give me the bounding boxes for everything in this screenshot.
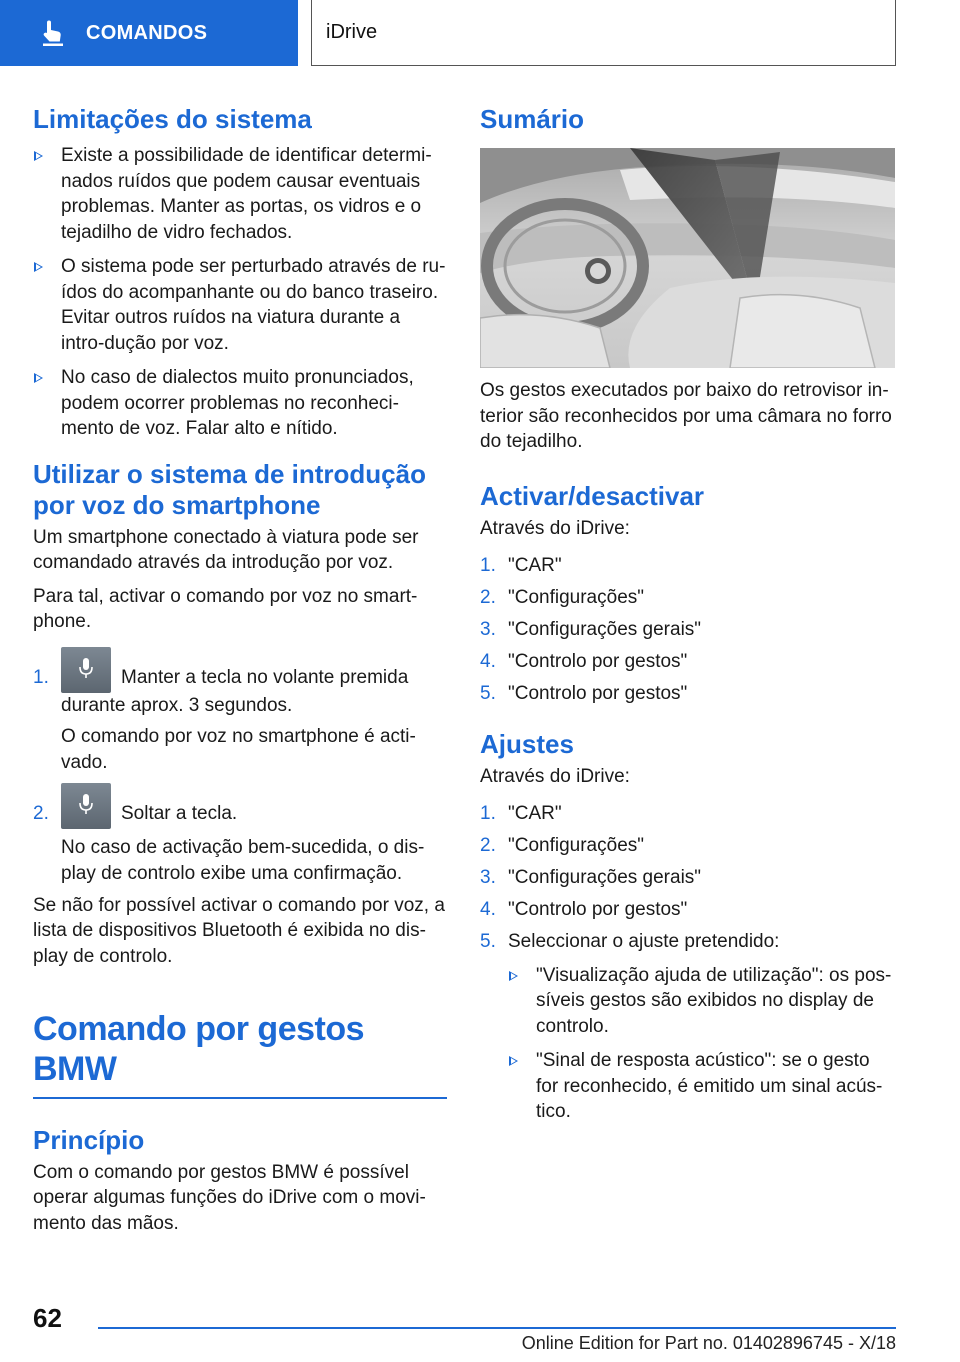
step-number: 4.: [480, 651, 496, 672]
list-item: [480, 865, 894, 891]
car-interior-image: [480, 148, 895, 368]
step-text: "CAR": [508, 803, 562, 824]
activar-steps: [480, 553, 894, 707]
principio-paragraph: Com o comando por gestos BMW é possível operar algumas funções do iDrive com o movi-mento das mãos.: [33, 1161, 426, 1234]
list-item: [480, 681, 894, 707]
right-column: [480, 100, 894, 1134]
activar-heading: Activar/desactivar: [480, 480, 705, 511]
step-text: Soltar a tecla.: [121, 803, 238, 824]
limitacoes-heading: Limitações do sistema: [33, 104, 312, 134]
list-item: [480, 897, 894, 923]
step-text: "Configurações gerais": [508, 619, 702, 640]
smartphone-paragraph-3: Se não for possível activar o comando por voz, a lista de dispositivos Bluetooth é exibida no dis-play de controlo.: [33, 894, 445, 967]
list-item: "Visualização ajuda de utilização": os pos-síveis gestos são exibidos no display de controlo.: [508, 963, 894, 1040]
step-number: 2.: [480, 835, 496, 856]
sumario-caption: Os gestos executados por baixo do retrovisor in-terior são reconhecidos por uma câmara no forro do tejadilho.: [480, 380, 892, 452]
step-number: 3.: [480, 619, 496, 640]
list-item: [480, 833, 894, 859]
step-number: 2.: [33, 803, 49, 824]
gestos-heading: Comando por gestos BMW: [33, 1010, 365, 1088]
list-item: [480, 801, 894, 827]
step-text: Seleccionar o ajuste pretendido:: [508, 931, 780, 952]
step-text: "Controlo por gestos": [508, 683, 688, 704]
chapter-label: iDrive: [326, 21, 378, 43]
step-number: 1.: [480, 803, 496, 824]
section-label: COMANDOS: [86, 21, 208, 44]
ajustes-sub-list: [508, 963, 894, 1125]
step-text: "Configurações": [508, 835, 645, 856]
step-text: "Controlo por gestos": [508, 651, 688, 672]
ajustes-intro: Através do iDrive:: [480, 765, 630, 787]
list-item: [33, 665, 447, 776]
step-text: Manter a tecla no volante premida durante aprox. 3 segundos.: [61, 666, 409, 716]
step-result: O comando por voz no smartphone é acti-vado.: [61, 726, 416, 773]
list-item: [33, 801, 447, 886]
step-text: "Controlo por gestos": [508, 899, 688, 920]
step-number: 5.: [480, 683, 496, 704]
list-item: [480, 585, 894, 611]
voice-button-image: [61, 783, 111, 829]
step-number: 2.: [480, 587, 496, 608]
step-text: "Configurações gerais": [508, 867, 702, 888]
footer-rule: [98, 1327, 896, 1329]
activar-intro: Através do iDrive:: [480, 517, 630, 539]
list-item: [480, 649, 894, 675]
microphone-icon: [78, 793, 94, 817]
page-number: 62: [33, 1303, 62, 1333]
ajustes-steps: [480, 801, 894, 1125]
left-column: [33, 100, 447, 1236]
principio-heading: Princípio: [33, 1124, 145, 1155]
step-text: "Configurações": [508, 587, 645, 608]
list-item: Existe a possibilidade de identificar determi-nados ruídos que podem causar eventuais problemas. Manter as portas, os vidros e o tejadilho de vidro fechados.: [33, 143, 447, 245]
list-item: O sistema pode ser perturbado através de ru-ídos do acompanhante ou do banco traseiro. Evitar outros ruídos na viatura durante a intro-dução por voz.: [33, 254, 447, 356]
step-number: 5.: [480, 931, 496, 952]
limitacoes-list: [33, 143, 447, 442]
smartphone-paragraph-2: Para tal, activar o comando por voz no smart-phone.: [33, 585, 418, 632]
ajustes-heading: Ajustes: [480, 728, 574, 759]
sumario-heading: Sumário: [480, 104, 585, 134]
page-header: [0, 0, 960, 66]
step-number: 3.: [480, 867, 496, 888]
list-item: "Sinal de resposta acústico": se o gesto for reconhecido, é emitido um sinal acús-tico.: [508, 1048, 894, 1125]
chapter-box: [311, 0, 896, 66]
smartphone-steps: [33, 665, 447, 887]
heading-rule: [33, 1097, 447, 1099]
section-tab: [0, 0, 298, 66]
hand-pointer-icon: [38, 18, 68, 48]
list-item: No caso de dialectos muito pronunciados, podem ocorrer problemas no reconheci-mento de voz. Falar alto e nítido.: [33, 365, 447, 442]
list-item: [480, 553, 894, 579]
step-number: 1.: [480, 555, 496, 576]
step-number: 1.: [33, 666, 49, 688]
microphone-icon: [78, 657, 94, 681]
step-result: No caso de activação bem-sucedida, o dis-play de controlo exibe uma confirmação.: [61, 837, 425, 884]
footer-edition: Online Edition for Part no. 01402896745 - X/18: [521, 1333, 896, 1353]
list-item: [480, 929, 894, 1125]
smartphone-paragraph-1: Um smartphone conectado à viatura pode ser comandado através da introdução por voz.: [33, 526, 419, 573]
smartphone-heading: Utilizar o sistema de introdução por voz do smartphone: [33, 458, 426, 520]
step-text: "CAR": [508, 555, 562, 576]
list-item: [480, 617, 894, 643]
step-number: 4.: [480, 899, 496, 920]
voice-button-image: [61, 647, 111, 693]
